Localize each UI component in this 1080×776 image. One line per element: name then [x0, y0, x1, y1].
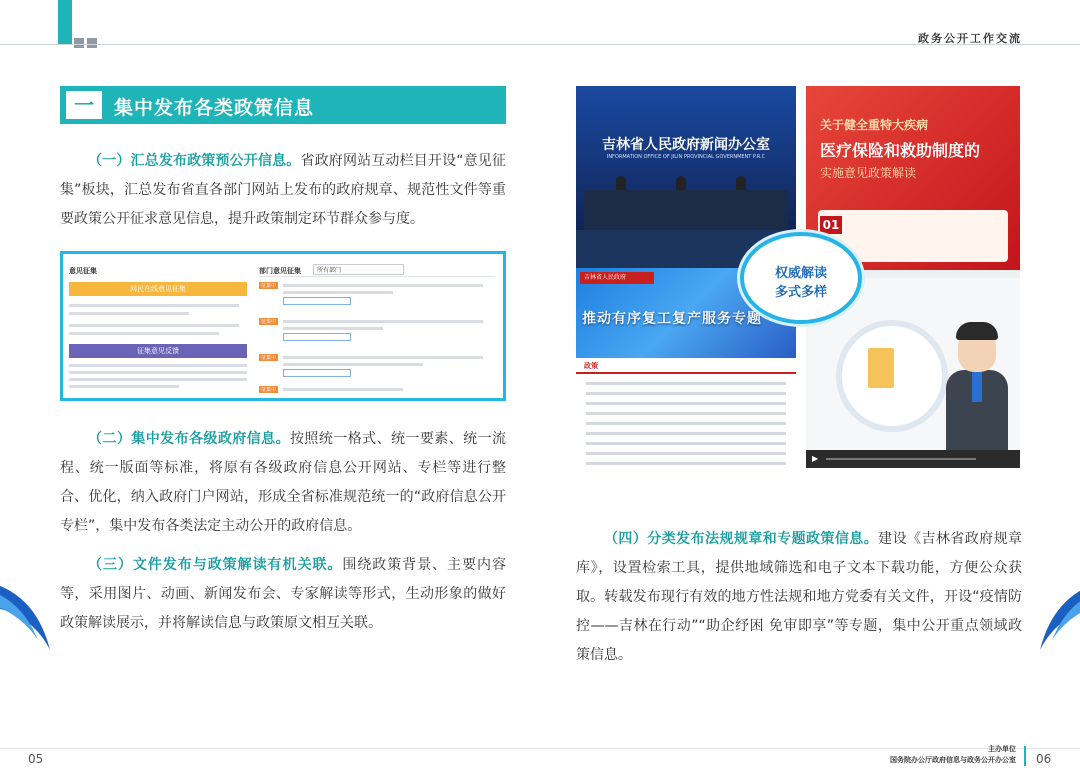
sponsor-divider: [1024, 746, 1026, 766]
header-accent-bar: [58, 0, 72, 44]
press-subtitle: INFORMATION OFFICE OF JILIN PROVINCIAL GOVERNMENT P.R.C: [606, 154, 766, 160]
document-icon: [868, 348, 894, 388]
red-card-number: 01: [820, 216, 842, 234]
left-page-swoosh: [0, 560, 60, 650]
screenshot-yellow-button: 网民在线意见征集: [69, 282, 247, 296]
web-logo: 吉林省人民政府: [580, 272, 654, 284]
web-banner-title: 推动有序复工复产服务专题: [582, 311, 762, 327]
red-card-line-1: 关于健全重特大疾病: [820, 118, 929, 132]
red-card-line-3: 实施意见政策解读: [820, 166, 917, 180]
screenshot-tag: 征集中: [261, 355, 277, 361]
play-icon: ▶: [812, 454, 819, 463]
bubble-line-2: 多式多样: [774, 285, 827, 300]
paragraph-4: [576, 525, 1022, 670]
paragraph-2: [60, 425, 506, 541]
sponsor-block: [890, 744, 1016, 766]
screenshot-tag: 征集中: [261, 319, 277, 325]
header-square-decoration: [74, 38, 84, 48]
header-square-decoration: [87, 38, 97, 48]
paragraph-3: [60, 551, 506, 638]
video-control-bar: [806, 450, 1020, 468]
paragraph-body: 建设《吉林省政府规章库》，设置检索工具，提供地域筛选和电子文本下载功能，方便公众获取。转载发布现行有效的地方性法规和地方党委有关文件，开设“疫情防控——吉林在行动”“助企纾困 免审即享”等专题，集中公开重点领域政策信息。: [576, 531, 1023, 663]
right-page-swoosh: [1030, 560, 1080, 650]
bubble-line-1: 权威解读: [774, 266, 827, 281]
press-title: 吉林省人民政府新闻办公室: [602, 137, 770, 153]
paragraph-body: 按照统一格式、统一要素、统一流程、统一版面等标准，将原有各级政府信息公开网站、专栏等进行整合、优化，纳入政府门户网站，形成全省标准规范统一的“政府信息公开专栏”，集中发布各类法定主动公开的政府信息。: [60, 431, 506, 534]
paragraph-lead: （三）文件发布与政策解读有机关联。: [88, 557, 343, 573]
screenshot-left-heading: 意见征集: [69, 267, 97, 275]
screenshot-tag: 征集中: [261, 387, 277, 393]
paragraph-1: [60, 147, 506, 234]
right-page-number: 06: [1036, 752, 1052, 766]
paragraph-lead: （二）集中发布各级政府信息。: [88, 431, 290, 447]
web-list-heading: 政策: [584, 362, 598, 370]
left-page-number: 05: [28, 752, 44, 766]
section-number: 一: [66, 91, 102, 119]
section-title: 集中发布各类政策信息: [114, 97, 315, 119]
sponsor-name: 国务院办公厅政府信息与政务公开办公室: [890, 756, 1016, 764]
paragraph-lead: （四）分类发布法规规章和专题政策信息。: [604, 531, 879, 547]
screenshot-select: 所有部门: [313, 264, 404, 275]
paragraph-body: 围绕政策背景、主要内容等，采用图片、动画、新闻发布会、专家解读等形式，生动形象的做好政策解读展示，并将解读信息与政策原文相互关联。: [60, 557, 507, 631]
running-header: 政务公开工作交流: [918, 32, 1022, 45]
screenshot-right-heading: 部门意见征集: [259, 267, 301, 275]
paragraph-lead: （一）汇总发布政策预公开信息。: [88, 153, 301, 169]
screenshot-purple-button: 征集意见反馈: [69, 344, 247, 358]
screenshot-tag: 征集中: [261, 283, 277, 289]
paragraph-body: 省政府网站互动栏目开设“意见征集”板块，汇总发布省直各部门网站上发布的政府规章、规范性文件等重要政策公开征求意见信息，提升政策制定环节群众参与度。: [60, 153, 506, 227]
sponsor-label: 主办单位: [988, 745, 1016, 753]
highlight-bubble: [740, 232, 862, 324]
portal-screenshot: [60, 251, 506, 401]
red-card-line-2: 医疗保险和救助制度的: [820, 141, 981, 160]
